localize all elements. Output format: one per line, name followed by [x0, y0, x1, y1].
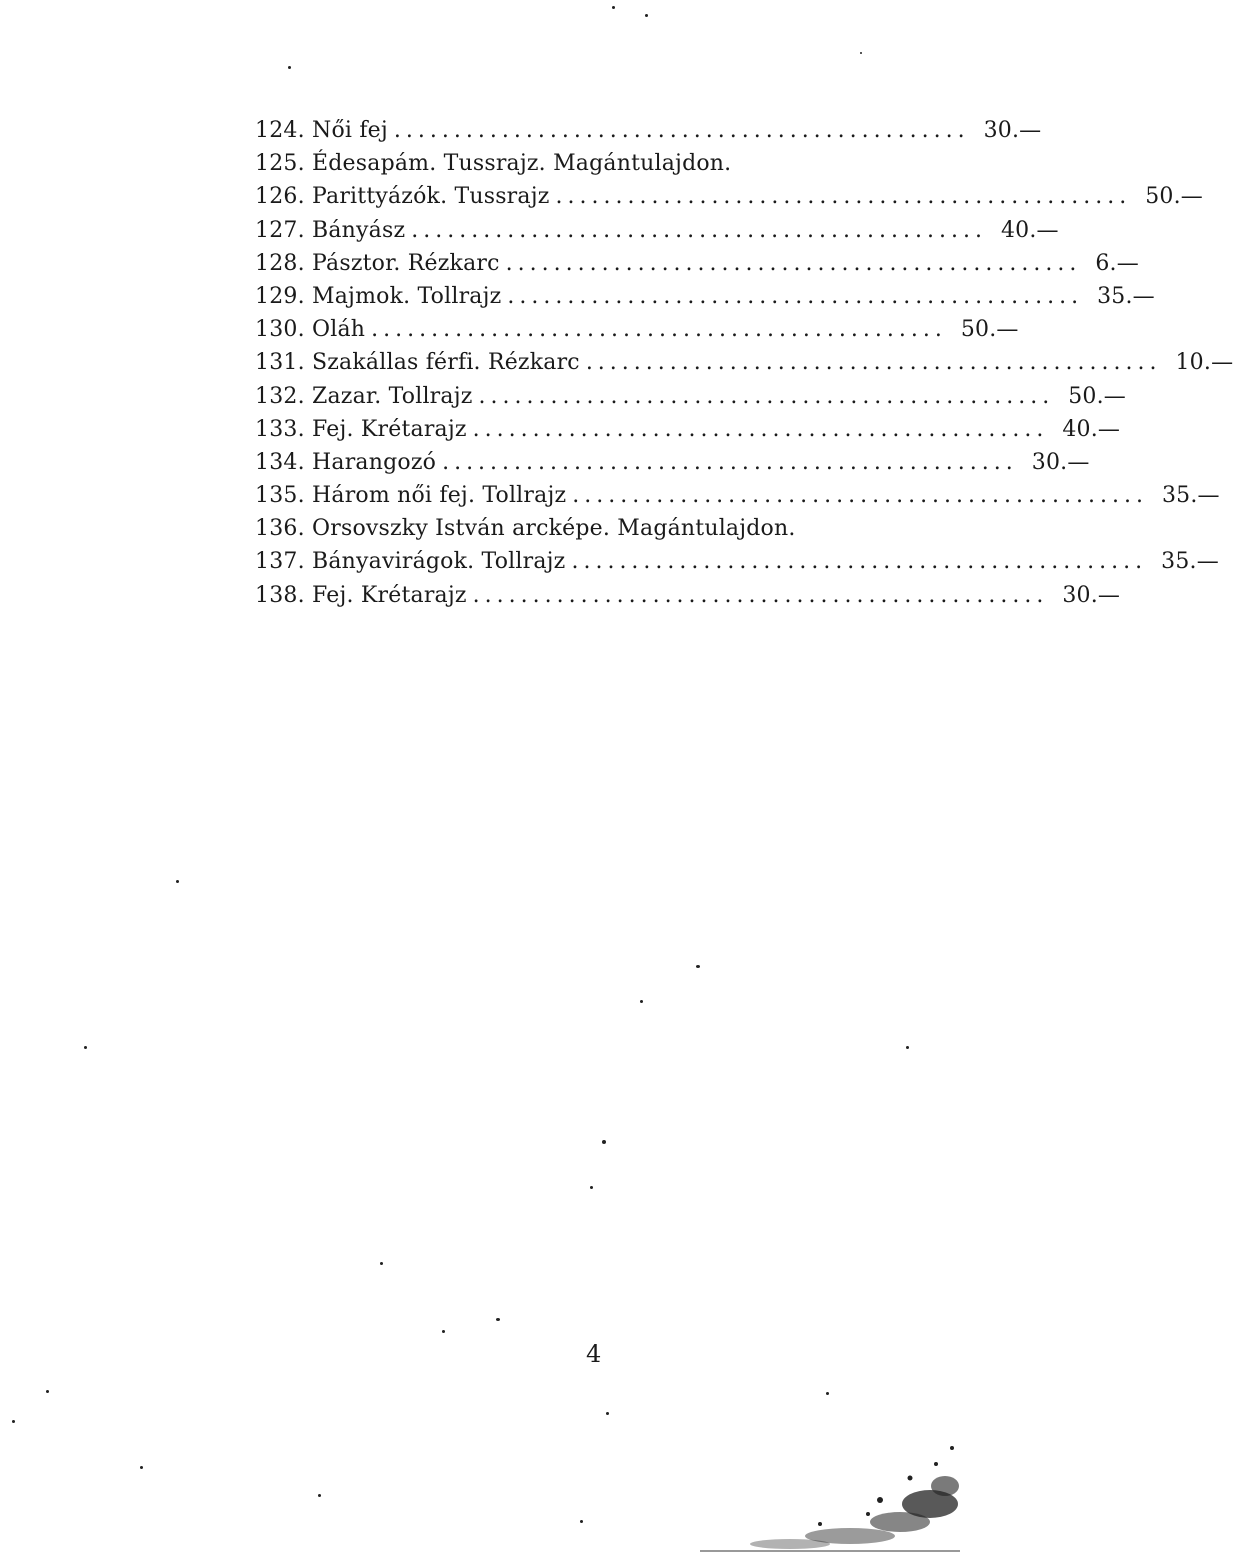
catalog-entry: [255, 114, 1042, 147]
catalog-entry: [255, 180, 1203, 213]
leader-dots: ................................................: [555, 184, 1132, 210]
entry-price: 30.—: [1031, 449, 1090, 475]
catalog-entry: [255, 446, 1090, 479]
entry-title: Női fej: [312, 118, 388, 143]
scan-speck: [84, 1046, 87, 1049]
catalog-entry: [255, 413, 1121, 446]
leader-dots: ................................................: [442, 449, 1018, 475]
scan-speck: [612, 6, 615, 9]
catalog-entry: [255, 247, 1139, 280]
scan-speck: [640, 1000, 643, 1003]
leader-dots: ................................................: [505, 250, 1082, 276]
scan-speck: [590, 1186, 593, 1189]
scan-speck: [12, 1420, 15, 1423]
entry-price: 35.—: [1097, 283, 1155, 309]
scan-speck: [442, 1330, 445, 1333]
entry-number: 137.: [255, 549, 305, 575]
entry-price: 35.—: [1161, 549, 1219, 575]
entry-price: 6.—: [1095, 250, 1139, 276]
entry-number: 127.: [255, 217, 305, 243]
scan-speck: [496, 1318, 500, 1321]
leader-dots: ................................................: [393, 118, 970, 143]
entry-number: 124.: [255, 118, 305, 143]
scan-speck: [318, 1494, 321, 1497]
entry-number: 134.: [255, 449, 305, 475]
scan-speck: [140, 1466, 143, 1469]
entry-price: 40.—: [1062, 416, 1121, 442]
entry-title: Szakállas férfi. Rézkarc: [312, 350, 580, 376]
scan-speck: [645, 14, 648, 17]
entry-price: 30.—: [983, 118, 1042, 143]
entry-title: Édesapám. Tussrajz. Magántulajdon.: [312, 151, 732, 177]
entry-price: 50.—: [1068, 383, 1126, 409]
catalog-entry: [255, 380, 1126, 413]
entry-title: Fej. Krétarajz: [312, 582, 467, 608]
entry-title: Három női fej. Tollrajz: [312, 483, 567, 509]
catalog-entry: [255, 280, 1155, 313]
leader-dots: ................................................: [472, 582, 1049, 608]
scan-speck: [288, 66, 291, 69]
entry-title: Oláh: [312, 317, 366, 343]
entry-title: Zazar. Tollrajz: [312, 383, 473, 409]
entry-price: 10.—: [1175, 350, 1234, 376]
entry-number: 138.: [255, 582, 305, 608]
scan-speck: [906, 1046, 909, 1049]
leader-dots: ................................................: [585, 350, 1162, 376]
entry-number: 125.: [255, 151, 305, 177]
entry-price: 30.—: [1062, 582, 1121, 608]
entry-title: Orsovszky István arcképe. Magántulajdon.: [312, 516, 796, 542]
leader-dots: ................................................: [472, 416, 1049, 442]
entry-number: 130.: [255, 317, 305, 343]
leader-dots: ................................................: [507, 283, 1084, 309]
entry-title: Pásztor. Rézkarc: [312, 250, 500, 276]
entry-number: 136.: [255, 516, 305, 542]
entry-title: Majmok. Tollrajz: [312, 283, 502, 309]
catalog-entry: [255, 579, 1121, 612]
scan-speck: [46, 1390, 49, 1393]
entry-title: Harangozó: [312, 449, 437, 475]
entry-price: 35.—: [1161, 483, 1220, 509]
leader-dots: ................................................: [572, 483, 1148, 509]
leader-dots: ................................................: [571, 549, 1148, 575]
entry-number: 131.: [255, 350, 305, 376]
scan-speck: [826, 1392, 829, 1395]
scan-speck: [176, 880, 179, 883]
leader-dots: ................................................: [478, 383, 1055, 409]
entry-number: 129.: [255, 283, 305, 309]
catalog-entry: [255, 479, 1220, 512]
catalog-entry: [255, 512, 915, 545]
entry-title: Parittyázók. Tussrajz: [312, 184, 550, 210]
entry-number: 133.: [255, 416, 305, 442]
entry-number: 135.: [255, 483, 305, 509]
leader-dots: ................................................: [371, 317, 947, 343]
scan-speck: [602, 1140, 606, 1144]
scan-speck: [380, 1262, 383, 1265]
entry-title: Bányász: [312, 217, 406, 243]
entry-price: 50.—: [960, 317, 1019, 343]
catalog-entry: [255, 214, 1059, 247]
corner-dust-smudge: [700, 1404, 960, 1554]
page-number: 4: [586, 1340, 602, 1368]
catalog-entry: [255, 147, 915, 180]
catalog-list: [255, 114, 1234, 612]
scan-speck: [606, 1412, 609, 1415]
entry-number: 132.: [255, 383, 305, 409]
scan-speck: [696, 965, 700, 968]
entry-price: 40.—: [1000, 217, 1059, 243]
catalog-entry: [255, 346, 1234, 379]
leader-dots: ................................................: [411, 217, 987, 243]
entry-price: 50.—: [1145, 184, 1203, 210]
entry-number: 126.: [255, 184, 305, 210]
scan-speck: [580, 1520, 583, 1523]
entry-number: 128.: [255, 250, 305, 276]
entry-title: Bányavirágok. Tollrajz: [312, 549, 566, 575]
scan-speck: [860, 52, 862, 54]
catalog-entry: [255, 313, 1019, 346]
entry-title: Fej. Krétarajz: [312, 416, 467, 442]
catalog-entry: [255, 545, 1219, 578]
